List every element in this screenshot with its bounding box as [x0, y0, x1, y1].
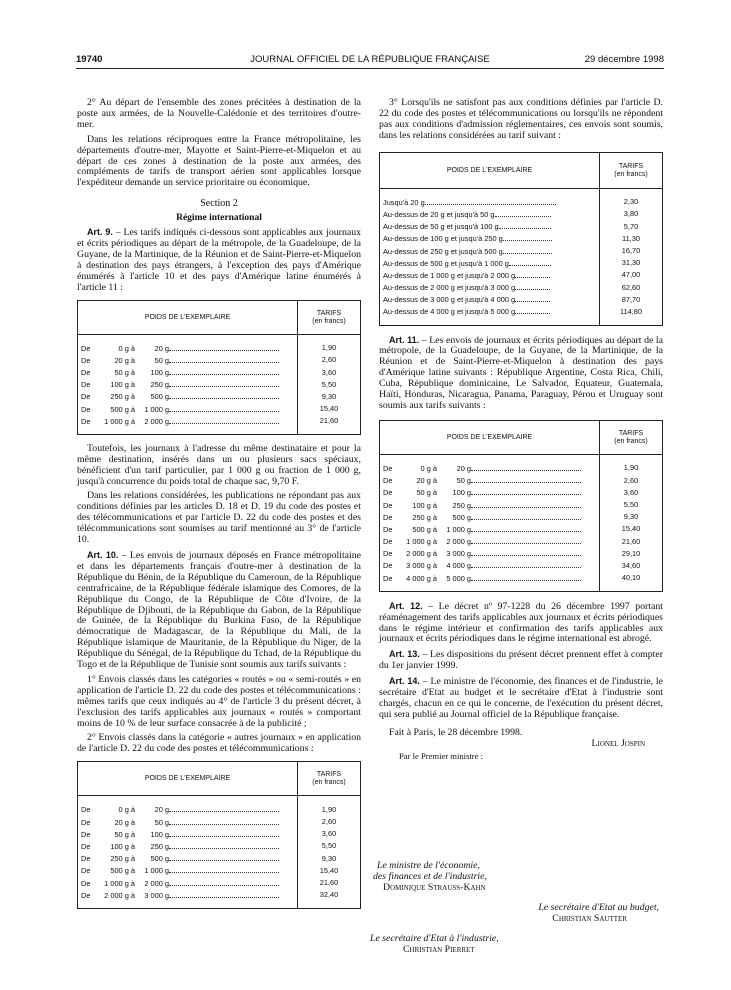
table-row [78, 796, 361, 817]
weight-cell [78, 816, 298, 828]
range-part: 500 g à [110, 404, 135, 414]
minister-name: Dominique Strauss-Kahn [383, 882, 486, 893]
article-text: – Les envois de journaux déposés en France métropolitaine et dans les départements français d'outre-mer à destination de la République du Bénin, de la République du Cameroun, de la République centrafricaine, de la République fédérale islamique des Comores, de la République du Congo, de la République de Côte d'Ivoire, de la République de Djibouti, de la République du Gabon, de la République de Guinée, de la République du Burkina Faso, de la République démocratique de Madagascar, de la République du Mali, de la République islamique de Mauritanie, de la République du Niger, de la République du Sénégal, de la République du Tchad, de la République du Togo et de la République de Tunisie sont soumis aux tarifs suivants : [77, 549, 361, 671]
table-row [78, 829, 361, 841]
article-9 [77, 227, 361, 293]
tariff-cell: 31,30 [600, 258, 663, 270]
tariff-cell: 21,60 [298, 877, 361, 889]
tariff-table-3 [379, 152, 663, 326]
left-column [77, 98, 361, 918]
weight-cell [380, 282, 600, 294]
tariff-cell: 11,30 [600, 233, 663, 245]
tariff-cell: 16,70 [600, 245, 663, 257]
leader-dots [169, 817, 279, 825]
range-label: Au-dessus de 500 g et jusqu'à 1 000 g [383, 258, 509, 268]
range-part: 100 g à [110, 380, 135, 390]
table-row [380, 258, 663, 270]
article-label: Art. 9. [87, 227, 113, 238]
tariff-cell: 2,60 [600, 475, 663, 487]
table-row [380, 475, 663, 487]
article-label: Art. 13. [389, 649, 420, 660]
tariff-cell: 21,60 [600, 536, 663, 548]
range-part: 1 000 g [144, 404, 169, 414]
table-row [380, 209, 663, 221]
table-row [78, 391, 361, 403]
range-part: De [81, 805, 91, 815]
leader-dots [471, 512, 581, 520]
minister-title: Le secrétaire d'Etat à l'industrie, [370, 933, 499, 944]
weight-cell [78, 403, 298, 415]
weight-cell [380, 454, 600, 475]
table-row [78, 379, 361, 391]
minister-name: Christian Pierret [403, 944, 475, 955]
range-label: Au-dessus de 20 g et jusqu'à 50 g [383, 209, 495, 219]
article-text: – Le ministre de l'économie, des finances et de l'industrie, le secrétaire d'Etat au budget et le secrétaire d'Etat à l'industrie sont chargés, chacun en ce qui le concerne, de l'exécution du présent décret, qui sera publié au Journal officiel de la République française. [379, 676, 663, 720]
range-part: 250 g à [110, 392, 135, 402]
leader-dots [169, 841, 279, 849]
article-13 [379, 649, 663, 672]
range-part: 100 g à [412, 500, 437, 510]
range-part: 250 g [150, 841, 169, 851]
weight-cell [380, 560, 600, 572]
range-part: 100 g [150, 829, 169, 839]
range-part: 1 000 g à [406, 537, 437, 547]
range-label: Jusqu'à 20 g [383, 197, 425, 207]
range-part: 500 g à [412, 524, 437, 534]
range-part: De [81, 368, 91, 378]
col-header-weight: POIDS DE L'EXEMPLAIRE [380, 152, 600, 188]
range-part: De [81, 380, 91, 390]
article-label: Art. 11. [389, 334, 420, 345]
table-row [380, 270, 663, 282]
weight-cell [78, 796, 298, 817]
range-part: 250 g à [412, 512, 437, 522]
range-part: 1 000 g [446, 524, 471, 534]
tariff-cell: 32,40 [298, 890, 361, 909]
tariff-cell: 9,30 [298, 853, 361, 865]
weight-cell [380, 209, 600, 221]
weight-cell [380, 548, 600, 560]
range-label: Au-dessus de 4 000 g et jusqu'à 5 000 g [383, 307, 516, 317]
table-row [380, 233, 663, 245]
article-text: – Les envois de journaux et écrits périodiques au départ de la métropole, de la Guadeloupe, de la Guyane, de la Martinique, de la Réunion et de Saint-Pierre-et-Miquelon à destination des pays d'Amérique latine suivants : République Argentine, Costa Rica, Chili, Cuba, République dominicaine, Le Salvador, Equateur, Guatemala, Haïti, Honduras, Nicaragua, Panama, Paraguay, Pérou et Uruguay sont soumis aux tarifs suivants : [379, 334, 664, 411]
leader-dots [515, 282, 550, 290]
leader-dots [169, 343, 279, 351]
table-row [78, 865, 361, 877]
weight-cell [78, 379, 298, 391]
range-part: 250 g à [110, 854, 135, 864]
tariff-cell: 1,90 [298, 796, 361, 817]
journal-title: JOURNAL OFFICIEL DE LA RÉPUBLIQUE FRANÇAISE [250, 54, 490, 65]
range-part: 2 000 g [144, 878, 169, 888]
paragraph: 1° Envois classés dans les catégories « routés » ou « semi-routés » en application de l'article D. 22 du code des postes et télécommunications : mêmes tarifs que ceux indiqués au 4° de l'article 3 du présent décret, à l'exclusion des tarifs applicables aux journaux « routés » comportant moins de 10 % de leur surface consacrée à de la publicité ; [77, 673, 361, 729]
table-row [78, 877, 361, 889]
table-row [78, 367, 361, 379]
weight-cell [380, 475, 600, 487]
signature-block [379, 727, 663, 762]
leader-dots [471, 500, 581, 508]
range-label: Au-dessus de 1 000 g et jusqu'à 2 000 g [383, 270, 516, 280]
section-title: Section 2 [200, 198, 238, 210]
weight-cell [78, 367, 298, 379]
range-part: 250 g [150, 380, 169, 390]
minister-title: des finances et de l'industrie, [373, 871, 487, 882]
range-part: 100 g [452, 488, 471, 498]
table-row [380, 548, 663, 560]
range-part: 100 g à [110, 841, 135, 851]
table-row [380, 306, 663, 325]
table-row [380, 282, 663, 294]
weight-cell [380, 487, 600, 499]
article-text: – Les dispositions du présent décret prennent effet à compter du 1er janvier 1999. [379, 649, 663, 672]
tariff-cell: 3,80 [600, 209, 663, 221]
range-part: De [81, 817, 91, 827]
tariff-cell: 2,60 [298, 355, 361, 367]
tariff-cell: 5,70 [600, 221, 663, 233]
weight-cell [78, 391, 298, 403]
tariff-cell: 5,50 [298, 379, 361, 391]
leader-dots [169, 878, 279, 886]
leader-dots [471, 560, 581, 568]
weight-cell [380, 294, 600, 306]
section-subtitle: Régime international [176, 213, 262, 224]
range-part: De [383, 512, 393, 522]
article-label: Art. 10. [87, 549, 119, 560]
range-part: De [383, 476, 393, 486]
table-row [380, 560, 663, 572]
weight-cell [380, 188, 600, 209]
range-part: De [383, 500, 393, 510]
range-label: Au-dessus de 100 g et jusqu'à 250 g [383, 234, 503, 244]
article-label: Art. 14. [389, 676, 420, 687]
range-part: 0 g à [118, 805, 135, 815]
col-header-tariff: TARIFS (en francs) [298, 762, 361, 796]
range-label: Au-dessus de 50 g et jusqu'à 100 g [383, 222, 499, 232]
weight-cell [380, 258, 600, 270]
weight-cell [380, 245, 600, 257]
range-part: De [81, 878, 91, 888]
leader-dots [169, 404, 279, 412]
tariff-cell: 15,40 [600, 524, 663, 536]
leader-dots [471, 536, 581, 544]
tariff-cell: 114,80 [600, 306, 663, 325]
table-row [380, 512, 663, 524]
tariff-cell: 3,60 [600, 487, 663, 499]
place-date: Fait à Paris, le 28 décembre 1998. [389, 726, 523, 738]
range-part: 500 g [452, 512, 471, 522]
range-part: 1 000 g [144, 866, 169, 876]
tariff-cell: 9,30 [600, 512, 663, 524]
tariff-cell: 9,30 [298, 391, 361, 403]
range-part: 2 000 g [446, 537, 471, 547]
range-part: De [383, 573, 393, 583]
table-row [380, 454, 663, 475]
leader-dots [471, 573, 581, 581]
minister-name: Christian Sautter [552, 913, 627, 924]
leader-dots [471, 487, 581, 495]
table-row [78, 403, 361, 415]
range-part: De [383, 488, 393, 498]
range-part: 2 000 g à [406, 549, 437, 559]
article-11 [379, 335, 663, 412]
col-header-tariff: TARIFS (en francs) [298, 300, 361, 334]
table-row [380, 524, 663, 536]
leader-dots [169, 865, 279, 873]
range-part: 4 000 g à [406, 573, 437, 583]
leader-dots [499, 221, 552, 229]
range-part: 20 g [154, 343, 169, 353]
range-part: De [81, 343, 91, 353]
range-part: 20 g à [114, 817, 135, 827]
leader-dots [471, 524, 581, 532]
paragraph: Dans les relations réciproques entre la France métropolitaine, les départements d'outre-mer, Mayotte et Saint-Pierre-et-Miquelon et au départ de ces zones à destination de la poste aux armées, des compléments de tarifs de transport aérien sont applicables lorsque l'expéditeur demande un service prioritaire ou économique. [77, 133, 361, 189]
tariff-cell: 5,50 [600, 499, 663, 511]
range-part: De [383, 561, 393, 571]
article-12 [379, 601, 663, 646]
range-part: De [383, 537, 393, 547]
range-part: 1 000 g à [104, 878, 135, 888]
table-row [380, 536, 663, 548]
range-part: De [383, 524, 393, 534]
range-part: 20 g à [114, 355, 135, 365]
leader-dots [515, 294, 550, 302]
weight-cell [380, 221, 600, 233]
range-part: 50 g [456, 476, 471, 486]
table-row [380, 221, 663, 233]
weight-cell [78, 877, 298, 889]
range-part: 100 g [150, 368, 169, 378]
table-row [78, 334, 361, 355]
range-part: 50 g à [114, 829, 135, 839]
range-part: 0 g à [420, 463, 437, 473]
tariff-cell: 1,90 [298, 334, 361, 355]
weight-cell [380, 270, 600, 282]
range-label: Au-dessus de 250 g et jusqu'à 500 g [383, 246, 503, 256]
right-column [379, 98, 663, 762]
tariff-cell: 3,60 [298, 829, 361, 841]
weight-cell [78, 416, 298, 435]
weight-cell [78, 853, 298, 865]
weight-cell [380, 524, 600, 536]
range-part: De [81, 392, 91, 402]
range-part: 500 g à [110, 866, 135, 876]
range-part: 5 000 g [446, 573, 471, 583]
tariff-cell: 15,40 [298, 865, 361, 877]
leader-dots [169, 829, 279, 837]
paragraph: 3° Lorsqu'ils ne satisfont pas aux conditions définies par l'article D. 22 du code des postes et télécommunications ou lorsqu'ils ne répondent pas aux conditions d'admission réglementaires, ces envois sont soumis, dans les relations considérées au tarif suivant : [379, 97, 663, 141]
weight-cell [78, 829, 298, 841]
weight-cell [380, 306, 600, 325]
leader-dots [471, 475, 581, 483]
tariff-table-2 [77, 761, 361, 909]
range-part: De [81, 890, 91, 900]
range-label: Au-dessus de 3 000 g et jusqu'à 4 000 g [383, 295, 516, 305]
tariff-table-4 [379, 420, 663, 592]
range-part: 50 g à [114, 368, 135, 378]
table-row [78, 416, 361, 435]
weight-cell [380, 536, 600, 548]
range-part: 2 000 g [144, 416, 169, 426]
table-row [380, 294, 663, 306]
weight-cell [380, 573, 600, 592]
range-part: 500 g [150, 854, 169, 864]
table-row [380, 245, 663, 257]
leader-dots [169, 853, 279, 861]
tariff-table-1 [77, 300, 361, 435]
weight-cell [78, 865, 298, 877]
article-14 [379, 676, 663, 721]
signer-prime-minister: Lionel Jospin [591, 737, 645, 749]
tariff-cell: 29,10 [600, 548, 663, 560]
tariff-cell: 34,60 [600, 560, 663, 572]
range-part: 20 g [154, 805, 169, 815]
leader-dots [471, 548, 581, 556]
leader-dots [471, 463, 581, 471]
leader-dots [169, 416, 279, 424]
leader-dots [169, 391, 279, 399]
range-part: 50 g [154, 817, 169, 827]
article-10 [77, 550, 361, 671]
leader-dots [169, 367, 279, 375]
weight-cell [78, 841, 298, 853]
paragraph: 2° Envois classés dans la catégorie « autres journaux » en application de l'article D. 22 du code des postes et télécommunications : [77, 732, 361, 755]
article-label: Art. 12. [389, 600, 423, 611]
minister-title: Le ministre de l'économie, [377, 860, 480, 871]
leader-dots [495, 209, 551, 217]
weight-cell [380, 233, 600, 245]
tariff-cell: 2,30 [600, 188, 663, 209]
table-row [78, 853, 361, 865]
range-part: 250 g [452, 500, 471, 510]
range-part: 3 000 g à [406, 561, 437, 571]
tariff-cell: 21,60 [298, 416, 361, 435]
col-header-tariff: TARIFS (en francs) [600, 420, 663, 454]
table-row [78, 816, 361, 828]
leader-dots [509, 258, 551, 266]
par-le-premier-ministre: Par le Premier ministre : [399, 750, 484, 761]
tariff-cell: 47,00 [600, 270, 663, 282]
page-header [76, 54, 664, 68]
table-row [78, 890, 361, 909]
range-part: 4 000 g [446, 561, 471, 571]
table-row [78, 841, 361, 853]
paragraph: Toutefois, les journaux à l'adresse du même destinataire et pour la même destination, insérés dans un ou plusieurs sacs spéciaux, bénéficient d'un tarif particulier, par 1 000 g ou fraction de 1 000 g, jusqu'à concurrence du poids total de chaque sac, 9,70 F. [77, 442, 361, 487]
tariff-cell: 40,10 [600, 573, 663, 592]
range-label: Au-dessus de 2 000 g et jusqu'à 3 000 g [383, 283, 516, 293]
weight-cell [78, 890, 298, 909]
leader-dots [515, 306, 550, 314]
minister-title: Le secrétaire d'Etat au budget, [538, 902, 659, 913]
col-header-weight: POIDS DE L'EXEMPLAIRE [78, 300, 298, 334]
table-row [380, 188, 663, 209]
col-header-weight: POIDS DE L'EXEMPLAIRE [78, 762, 298, 796]
leader-dots [503, 233, 552, 241]
range-part: De [81, 829, 91, 839]
tariff-cell: 62,60 [600, 282, 663, 294]
range-part: De [81, 841, 91, 851]
weight-cell [380, 499, 600, 511]
tariff-cell: 1,90 [600, 454, 663, 475]
range-part: 50 g [154, 355, 169, 365]
range-part: 20 g à [416, 476, 437, 486]
table-row [380, 499, 663, 511]
tariff-cell: 5,50 [298, 841, 361, 853]
page-number: 19740 [76, 54, 103, 65]
paragraph: 2° Au départ de l'ensemble des zones précitées à destination de la poste aux armées, de la Nouvelle-Calédonie et des territoires d'outre-mer. [77, 97, 361, 130]
weight-cell [380, 512, 600, 524]
range-part: 50 g à [416, 488, 437, 498]
range-part: 2 000 g à [104, 890, 135, 900]
issue-date: 29 décembre 1998 [584, 54, 664, 65]
range-part: De [81, 416, 91, 426]
ministers-signatures [370, 860, 667, 955]
leader-dots [503, 246, 552, 254]
leader-dots [169, 355, 279, 363]
leader-dots [169, 379, 279, 387]
weight-cell [78, 355, 298, 367]
range-part: De [81, 404, 91, 414]
range-part: De [383, 549, 393, 559]
table-row [380, 573, 663, 592]
header-rule [76, 68, 664, 69]
range-part: De [81, 854, 91, 864]
weight-cell [78, 334, 298, 355]
table-row [380, 487, 663, 499]
range-part: 500 g [150, 392, 169, 402]
range-part: 0 g à [118, 343, 135, 353]
range-part: 3 000 g [446, 549, 471, 559]
range-part: 20 g [456, 463, 471, 473]
leader-dots [169, 804, 279, 812]
range-part: 1 000 g à [104, 416, 135, 426]
range-part: 3 000 g [144, 890, 169, 900]
tariff-cell: 87,70 [600, 294, 663, 306]
range-part: De [81, 355, 91, 365]
tariff-cell: 3,60 [298, 367, 361, 379]
leader-dots [169, 890, 279, 898]
col-header-tariff: TARIFS (en francs) [600, 152, 663, 188]
leader-dots [425, 197, 557, 205]
tariff-cell: 2,60 [298, 816, 361, 828]
range-part: De [81, 866, 91, 876]
col-header-weight: POIDS DE L'EXEMPLAIRE [380, 420, 600, 454]
tariff-cell: 15,40 [298, 403, 361, 415]
paragraph: Dans les relations considérées, les publications ne répondant pas aux conditions définies par les articles D. 18 et D. 19 du code des postes et des télécommunications et par l'article D. 22 du code des postes et des télécommunications sont soumises au tarif mentionné au 3° de l'article 10. [77, 490, 361, 546]
leader-dots [515, 270, 550, 278]
range-part: De [383, 463, 393, 473]
article-text: – Le décret nº 97-1228 du 26 décembre 1997 portant réaménagement des tarifs applicables aux journaux et écrits périodiques dans le régime intérieur et confirmation des tarifs applicables aux journaux et écrits périodiques dans le régime international est abrogé. [379, 600, 663, 645]
table-row [78, 355, 361, 367]
article-text: – Les tarifs indiqués ci-dessous sont applicables aux journaux et écrits périodiques au départ de la métropole, de la Guadeloupe, de la Guyane, de la Martinique, de la Réunion et de Saint-Pierre-et-Miquelon à destination des pays étrangers, à l'exception des pays d'Amérique énumérés à l'article 10 et des pays d'Amérique latine énumérés à l'article 11 : [77, 227, 361, 293]
